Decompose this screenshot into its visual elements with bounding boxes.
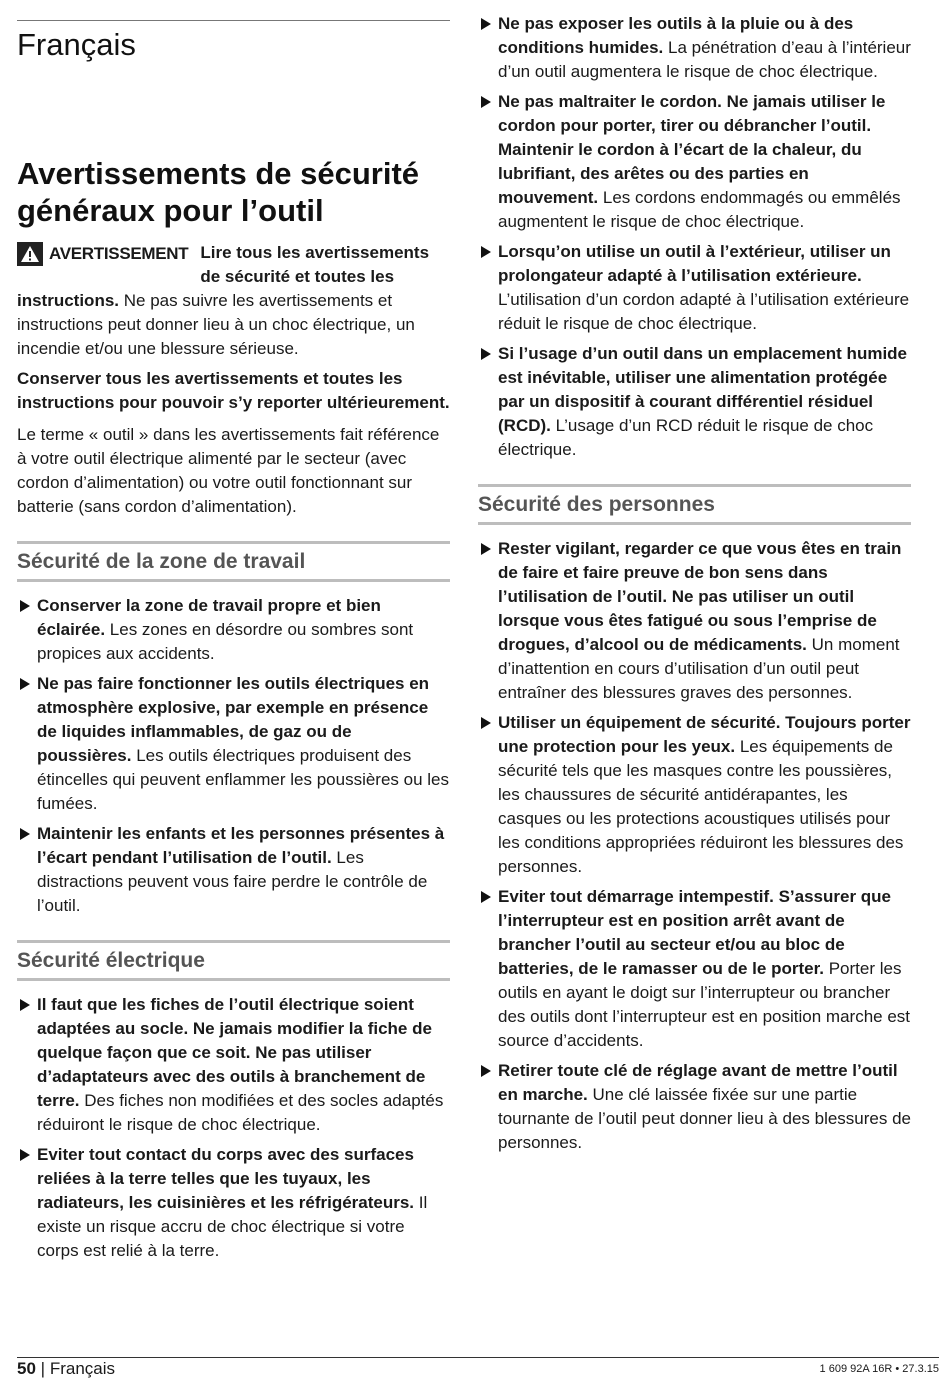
keep-instructions: Conserver tous les avertissements et toutes les instructions pour pouvoir s’y reporter ultérieurement. <box>17 369 450 412</box>
left-column <box>17 0 450 1269</box>
electrical-list-right <box>478 12 911 462</box>
language-title: Français <box>17 27 136 62</box>
list-item: Maintenir les enfants et les personnes présentes à l’écart pendant l’utilisation de l’outil. Les distractions peuvent vous faire perdre le contrôle de l’outil. <box>17 822 450 918</box>
list-item: Eviter tout démarrage intempestif. S’assurer que l’interrupteur est en position arrêt avant de brancher l’outil au secteur et/ou au bloc de batteries, de le ramasser ou de le porter. Porter les outils en ayant le doigt sur l’interrupteur ou brancher des outils dont l’interrupteur est en position marche est source d’accidents. <box>478 885 911 1053</box>
section-title: Sécurité de la zone de travail <box>17 550 306 573</box>
warning-bold-text: Lire tous les avertissements de sécurité et toutes les instructions. <box>17 243 430 310</box>
section-title: Sécurité des personnes <box>478 493 715 516</box>
section-heading-personal <box>478 484 911 525</box>
footer-language: Français <box>49 1359 115 1378</box>
section-heading-work-area <box>17 541 450 582</box>
section-heading-electrical <box>17 940 450 981</box>
bullet-triangle-icon <box>20 600 30 612</box>
bullet-triangle-icon <box>481 348 491 360</box>
bullet-triangle-icon <box>481 1065 491 1077</box>
list-item: Si l’usage d’un outil dans un emplacement humide est inévitable, utiliser une alimentation protégée par un dispositif à courant différentiel résiduel (RCD). L’usage d’un RCD réduit le risque de choc électrique. <box>478 342 911 462</box>
list-item: Ne pas maltraiter le cordon. Ne jamais utiliser le cordon pour porter, tirer ou débrancher l’outil. Maintenir le cordon à l’écart de la chaleur, du lubrifiant, des arêtes ou des parties en mouvement. Les cordons endommagés ou emmêlés augmentent le risque de choc électrique. <box>478 90 911 234</box>
list-item: Il faut que les fiches de l’outil électrique soient adaptées au socle. Ne jamais modifier la fiche de quelque façon que ce soit. Ne pas utiliser d’adaptateurs avec des outils à branchement de terre. Des fiches non modifiées et des socles adaptés réduiront le risque de choc électrique. <box>17 993 450 1137</box>
bullet-triangle-icon <box>481 246 491 258</box>
list-item: Conserver la zone de travail propre et bien éclairée. Les zones en désordre ou sombres sont propices aux accidents. <box>17 594 450 666</box>
document-code: 1 609 92A 16R • 27.3.15 <box>819 1363 939 1375</box>
page-number: 50 <box>17 1359 36 1378</box>
language-rule <box>17 20 450 21</box>
main-heading: Avertissements de sécurité généraux pour l’outil <box>17 156 420 228</box>
work-area-list <box>17 594 450 918</box>
tool-definition: Le terme « outil » dans les avertissements fait référence à votre outil électrique alimenté par le secteur (avec cordon d’alimentation) ou votre outil fonctionnant sur batterie (sans cordon d’alimentation). <box>17 425 440 516</box>
list-item: Rester vigilant, regarder ce que vous êtes en train de faire et faire preuve de bon sens dans l’utilisation de l’outil. Ne pas utiliser un outil lorsque vous êtes fatigué ou sous l’emprise de drogues, d’alcool ou de médicaments. Un moment d’inattention en cours d’utilisation d’un outil peut entraîner des blessures graves des personnes. <box>478 537 911 705</box>
bullet-triangle-icon <box>481 717 491 729</box>
bullet-triangle-icon <box>20 678 30 690</box>
bullet-triangle-icon <box>481 96 491 108</box>
bullet-triangle-icon <box>481 18 491 30</box>
list-item: Ne pas faire fonctionner les outils électriques en atmosphère explosive, par exemple en présence de liquides inflammables, de gaz ou de poussières. Les outils électriques produisent des étincelles qui peuvent enflammer les poussières ou les fumées. <box>17 672 450 816</box>
warning-paragraph <box>17 241 450 361</box>
section-title: Sécurité électrique <box>17 949 205 972</box>
list-item: Utiliser un équipement de sécurité. Toujours porter une protection pour les yeux. Les équipements de sécurité tels que les masques contre les poussières, les chaussures de sécurité antidérapantes, les casques ou les protections acoustiques utilisés pour les conditions appropriées réduiront les blessures des personnes. <box>478 711 911 879</box>
list-item: Eviter tout contact du corps avec des surfaces reliées à la terre telles que les tuyaux, les radiateurs, les cuisinières et les réfrigérateurs. Il existe un risque accru de choc électrique si votre corps est relié à la terre. <box>17 1143 450 1263</box>
list-item: Retirer toute clé de réglage avant de mettre l’outil en marche. Une clé laissée fixée sur une partie tournante de l’outil peut donner lieu à des blessures de personnes. <box>478 1059 911 1155</box>
warning-triangle-icon <box>17 242 43 266</box>
bullet-triangle-icon <box>20 1149 30 1161</box>
warning-label: AVERTISSEMENT <box>49 244 189 263</box>
page-footer <box>17 1359 939 1379</box>
footer-separator: | <box>40 1359 46 1378</box>
warning-badge <box>17 242 188 266</box>
list-item: Ne pas exposer les outils à la pluie ou à des conditions humides. La pénétration d’eau à l’intérieur d’un outil augmentera le risque de choc électrique. <box>478 12 911 84</box>
warning-body-text: Ne pas suivre les avertissements et instructions peut donner lieu à un choc électrique, un incendie et/ou une blessure sérieuse. <box>17 291 415 358</box>
bullet-triangle-icon <box>481 543 491 555</box>
electrical-list-left <box>17 993 450 1263</box>
right-column <box>478 12 911 1161</box>
list-item: Lorsqu’on utilise un outil à l’extérieur, utiliser un prolongateur adapté à l’utilisation extérieure. L’utilisation d’un cordon adapté à l’utilisation extérieure réduit le risque de choc électrique. <box>478 240 911 336</box>
bullet-triangle-icon <box>20 999 30 1011</box>
footer-rule <box>17 1357 939 1358</box>
personal-list <box>478 537 911 1155</box>
bullet-triangle-icon <box>481 891 491 903</box>
bullet-triangle-icon <box>20 828 30 840</box>
